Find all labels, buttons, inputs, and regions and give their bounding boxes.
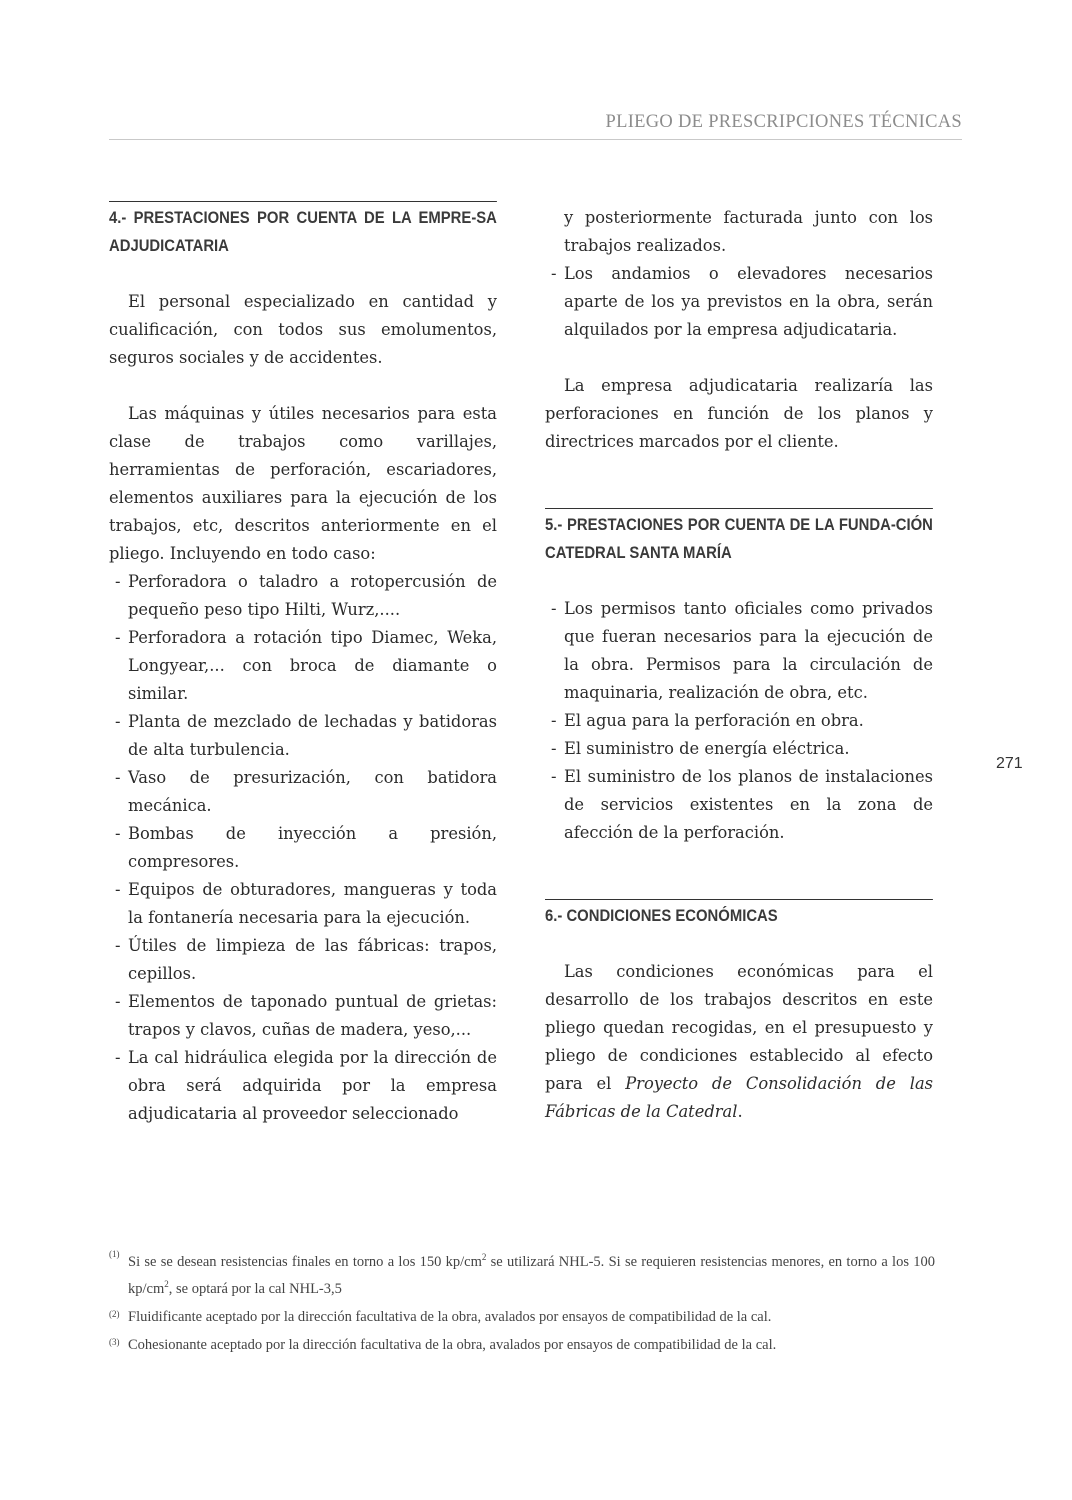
footnote-text: Si se se desean resistencias finales en torno a los 150 kp/cm	[128, 1253, 482, 1270]
list-item: - Los permisos tanto oficiales como privados que fueran necesarios para la ejecución de la obra. Permisos para la circulación de maquinaria, realización de obra, etc.	[545, 595, 933, 707]
footnote-text: , se optará por la cal NHL-3,5	[168, 1280, 342, 1297]
section-4-list-continued	[545, 260, 933, 344]
list-item: - Perforadora o taladro a rotopercusión de pequeño peso tipo Hilti, Wurz,....	[109, 568, 497, 624]
footnote-marker: (3)	[109, 1336, 120, 1347]
section-6-text-end: .	[737, 1102, 743, 1121]
footnote-1	[109, 1246, 935, 1300]
left-column	[109, 201, 497, 1128]
footnote-2	[109, 1306, 935, 1328]
list-item: - El agua para la perforación en obra.	[545, 707, 933, 735]
footnote-text: Cohesionante aceptado por la dirección facultativa de la obra, avalados por ensayos de compatibilidad de la cal.	[128, 1336, 777, 1353]
footnotes	[109, 1246, 935, 1362]
list-item: - Planta de mezclado de lechadas y batidoras de alta turbulencia.	[109, 708, 497, 764]
footnote-3	[109, 1334, 935, 1356]
section-4-heading: 4.- PRESTACIONES POR CUENTA DE LA EMPRE-SA ADJUDICATARIA	[109, 201, 497, 260]
list-item: - Bombas de inyección a presión, compresores.	[109, 820, 497, 876]
section-5-heading: 5.- PRESTACIONES POR CUENTA DE LA FUNDA-CIÓN CATEDRAL SANTA MARÍA	[545, 508, 933, 567]
list-item: - Perforadora a rotación tipo Diamec, Weka, Longyear,... con broca de diamante o similar.	[109, 624, 497, 708]
footnote-marker: (1)	[109, 1249, 120, 1259]
section-5-list	[545, 595, 933, 847]
list-item: - La cal hidráulica elegida por la dirección de obra será adquirida por la empresa adjudicataria al proveedor seleccionado	[109, 1044, 497, 1128]
list-item: - Útiles de limpieza de las fábricas: trapos, cepillos.	[109, 932, 497, 988]
project-title: Proyecto de Consolidación de las Fábricas de la Catedral	[545, 1074, 934, 1121]
superscript: 2	[164, 1278, 169, 1289]
list-item-continuation: y posteriormente facturada junto con los trabajos realizados.	[564, 208, 933, 255]
section-4-list	[109, 568, 497, 1128]
list-item: - El suministro de energía eléctrica.	[545, 735, 933, 763]
section-6-text: Las condiciones económicas para el desarrollo de los trabajos descritos en este pliego quedan recogidas, en el presupuesto y pliego de condiciones establecido al efecto para el	[545, 962, 933, 1093]
list-item: - Equipos de obturadores, mangueras y toda la fontanería necesaria para la ejecución.	[109, 876, 497, 932]
right-column	[545, 204, 933, 1126]
footnote-text: se utilizará NHL-5. Si se requieren resistencias menores, en torno a los 100 kp/cm	[128, 1253, 935, 1297]
page-number: 271	[996, 755, 1023, 772]
superscript: 2	[481, 1252, 487, 1262]
list-item: - El suministro de los planos de instalaciones de servicios existentes en la zona de afección de la perforación.	[545, 763, 933, 847]
section-6-heading: 6.- CONDICIONES ECONÓMICAS	[545, 899, 933, 930]
footnote-text: Fluidificante aceptado por la dirección facultativa de la obra, avalados por ensayos de compatibilidad de la cal.	[128, 1308, 772, 1325]
list-item: - Vaso de presurización, con batidora mecánica.	[109, 764, 497, 820]
list-item: - Elementos de taponado puntual de grietas: trapos y clavos, cuñas de madera, yeso,...	[109, 988, 497, 1044]
section-4-paragraph-2: Las máquinas y útiles necesarios para esta clase de trabajos como varillajes, herramientas de perforación, escariadores, elementos auxiliares para la ejecución de los trabajos, etc, descritos anteriormente en el pliego. Incluyendo en todo caso:	[109, 404, 497, 563]
footnote-marker: (2)	[109, 1308, 120, 1319]
section-6-paragraph	[545, 958, 933, 1126]
running-header: PLIEGO DE PRESCRIPCIONES TÉCNICAS	[109, 112, 962, 140]
section-4-paragraph-3: La empresa adjudicataria realizaría las perforaciones en función de los planos y directrices marcados por el cliente.	[545, 376, 933, 451]
section-4-paragraph-1: El personal especializado en cantidad y cualificación, con todos sus emolumentos, seguros sociales y de accidentes.	[109, 292, 497, 367]
list-item: - Los andamios o elevadores necesarios aparte de los ya previstos en la obra, serán alquilados por la empresa adjudicataria.	[545, 260, 933, 344]
